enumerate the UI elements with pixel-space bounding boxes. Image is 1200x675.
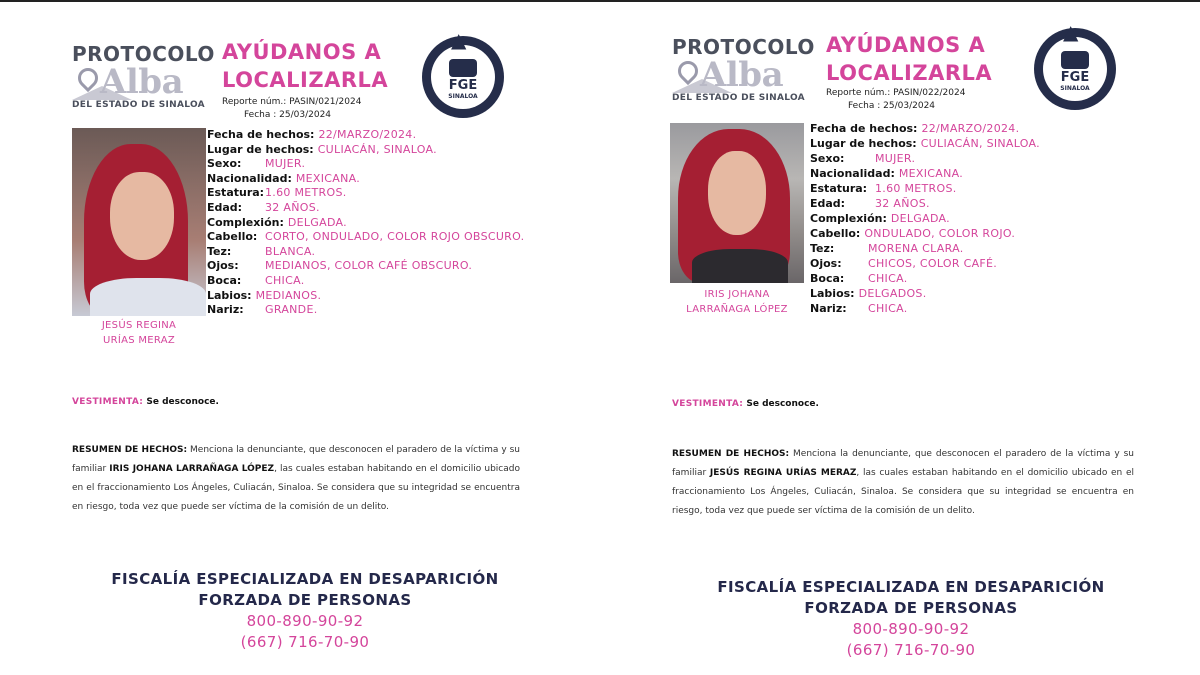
detail-row <box>207 201 524 216</box>
detail-value: 22/MARZO/2024. <box>318 128 417 141</box>
detail-label: Labios: <box>810 287 855 300</box>
detail-row <box>207 186 524 201</box>
detail-row <box>207 259 524 274</box>
logo-protocolo-text: PROTOCOLO <box>672 35 815 59</box>
detail-row <box>207 157 524 172</box>
detail-value: GRANDE. <box>265 303 318 317</box>
detail-row <box>810 121 1040 136</box>
logo-alba-text: Alba <box>700 55 784 95</box>
detail-label: Boca: <box>810 272 845 285</box>
phone-number[interactable]: (667) 716-70-90 <box>240 633 370 651</box>
detail-row <box>810 181 1040 196</box>
detail-label: Complexión: <box>810 212 887 225</box>
detail-value: 22/MARZO/2024. <box>921 122 1020 135</box>
detail-row <box>810 211 1040 226</box>
protocolo-alba-logo <box>672 35 815 103</box>
detail-value: MUJER. <box>875 152 916 165</box>
detail-value: MEXICANA. <box>295 171 361 185</box>
detail-value: DELGADA. <box>287 215 347 229</box>
detail-value: 32 AÑOS. <box>265 200 320 214</box>
contact-footer: FISCALÍA ESPECIALIZADA EN DESAPARICIÓN FORZADA DE PERSONAS 800-890-90-92 (667) 716-70-90 <box>100 569 510 653</box>
detail-label: Fecha de hechos: <box>810 122 918 135</box>
detail-row <box>810 301 1040 316</box>
detail-row <box>810 256 1040 271</box>
report-info <box>826 87 965 113</box>
detail-label: Estatura: <box>810 182 868 195</box>
detail-value: ONDULADO, COLOR ROJO. <box>864 227 1016 240</box>
detail-row <box>810 241 1040 256</box>
logo-alba-text: Alba <box>100 62 184 102</box>
details-list <box>207 128 524 318</box>
missing-person-photo <box>670 123 804 283</box>
details-list <box>810 121 1040 316</box>
person-name-caption: IRIS JOHANA LARRAÑAGA LÓPEZ <box>686 289 788 315</box>
poster-iris <box>600 0 1200 675</box>
detail-row <box>207 143 524 158</box>
person-name-caption: JESÚS REGINA URÍAS MERAZ <box>101 320 177 346</box>
fge-seal-icon: FGE SINALOA ▲ <box>422 36 504 118</box>
detail-label: Edad: <box>810 197 846 210</box>
detail-row <box>207 230 524 245</box>
detail-row <box>810 226 1040 241</box>
detail-value: MEDIANOS, COLOR CAFÉ OBSCURO. <box>265 259 473 273</box>
detail-row <box>810 136 1040 151</box>
logo-estado-text: DEL ESTADO DE SINALOA <box>72 100 205 110</box>
detail-value: 1.60 METROS. <box>875 182 957 195</box>
detail-value: 32 AÑOS. <box>875 197 930 210</box>
missing-person-photo <box>72 128 206 316</box>
detail-label: Tez: <box>810 242 835 255</box>
phone-number[interactable]: 800-890-90-92 <box>852 620 970 638</box>
detail-label: Cabello: <box>810 227 861 240</box>
detail-label: Nacionalidad: <box>207 171 292 185</box>
detail-label: Nacionalidad: <box>810 167 895 180</box>
detail-label: Ojos: <box>810 257 842 270</box>
detail-value: CHICA. <box>265 273 305 287</box>
detail-row <box>207 289 524 304</box>
report-number: Reporte núm.: PASIN/022/2024 <box>826 88 966 98</box>
resumen-de-hechos: RESUMEN DE HECHOS: Menciona la denunciante, que desconocen el paradero de la víctima y su familiar IRIS JOHANA LARRAÑAGA LÓPEZ, las cuales estaban habitando en el domicilio ubicado en el fraccionamiento Los Ángeles, Culiacán, Sinaloa. Se considera que su integridad se encuentra en riesgo, toda vez que puede ser víctima de la comisión de un delito. <box>72 445 520 512</box>
detail-label: Cabello: <box>207 230 258 244</box>
detail-value: CHICA. <box>868 272 908 285</box>
detail-value: MEDIANOS. <box>255 288 322 302</box>
detail-row <box>810 196 1040 211</box>
detail-label: Nariz: <box>207 303 244 317</box>
detail-row <box>207 172 524 187</box>
protocolo-alba-logo <box>72 42 215 110</box>
eagle-icon: ▲ <box>451 28 467 52</box>
detail-value: DELGADA. <box>890 212 950 225</box>
detail-label: Lugar de hechos: <box>207 142 314 156</box>
headline: AYÚDANOS A LOCALIZARLA <box>826 33 993 85</box>
logo-protocolo-text: PROTOCOLO <box>72 42 215 66</box>
detail-row <box>810 166 1040 181</box>
detail-value: CHICOS, COLOR CAFÉ. <box>868 257 998 270</box>
detail-value: CULIACÁN, SINALOA. <box>920 137 1040 150</box>
vestimenta: VESTIMENTA: Se desconoce. <box>672 399 819 409</box>
detail-row <box>207 128 524 143</box>
detail-label: Labios: <box>207 288 252 302</box>
detail-value: DELGADOS. <box>858 287 927 300</box>
detail-label: Sexo: <box>810 152 845 165</box>
detail-row <box>810 286 1040 301</box>
report-date: Fecha : 25/03/2024 <box>848 101 936 111</box>
detail-row <box>207 216 524 231</box>
detail-label: Fecha de hechos: <box>207 128 315 141</box>
phone-number[interactable]: 800-890-90-92 <box>246 612 364 630</box>
detail-label: Sexo: <box>207 157 242 171</box>
shield-icon <box>449 59 477 77</box>
detail-value: CULIACÁN, SINALOA. <box>317 142 437 156</box>
logo-estado-text: DEL ESTADO DE SINALOA <box>672 93 805 103</box>
detail-label: Tez: <box>207 244 232 258</box>
detail-label: Lugar de hechos: <box>810 137 917 150</box>
detail-value: CORTO, ONDULADO, COLOR ROJO OBSCURO. <box>265 230 525 244</box>
resumen-de-hechos: RESUMEN DE HECHOS: Menciona la denunciante, que desconocen el paradero de la víctima y su familiar JESÚS REGINA URÍAS MERAZ, las cuales estaban habitando en el domicilio ubicado en el fraccionamiento Los Ángeles, Culiacán, Sinaloa. Se considera que su integridad se encuentra en riesgo, toda vez que puede ser víctima de la comisión de un delito. <box>672 449 1134 516</box>
detail-label: Nariz: <box>810 302 847 315</box>
detail-value: MEXICANA. <box>898 167 964 180</box>
report-number: Reporte núm.: PASIN/021/2024 <box>222 97 362 107</box>
detail-label: Estatura: <box>207 186 265 200</box>
shield-icon <box>1061 51 1089 69</box>
detail-label: Complexión: <box>207 215 284 229</box>
headline: AYÚDANOS A LOCALIZARLA <box>222 40 389 92</box>
detail-label: Boca: <box>207 273 242 287</box>
detail-value: BLANCA. <box>265 244 316 258</box>
detail-value: 1.60 METROS. <box>265 186 347 200</box>
phone-number[interactable]: (667) 716-70-90 <box>846 641 976 659</box>
detail-row <box>207 274 524 289</box>
detail-row <box>810 151 1040 166</box>
fge-seal-icon: FGE SINALOA ▲ <box>1034 28 1116 110</box>
contact-footer: FISCALÍA ESPECIALIZADA EN DESAPARICIÓN FORZADA DE PERSONAS 800-890-90-92 (667) 716-70-90 <box>706 577 1116 661</box>
eagle-icon: ▲ <box>1063 20 1079 44</box>
report-date: Fecha : 25/03/2024 <box>244 110 332 120</box>
detail-value: CHICA. <box>868 302 908 315</box>
detail-value: MUJER. <box>265 157 306 171</box>
detail-row <box>810 271 1040 286</box>
detail-value: MORENA CLARA. <box>868 242 964 255</box>
detail-label: Edad: <box>207 200 243 214</box>
detail-row <box>207 303 524 318</box>
vestimenta: VESTIMENTA: Se desconoce. <box>72 397 219 407</box>
report-info <box>222 96 361 122</box>
detail-row <box>207 245 524 260</box>
detail-label: Ojos: <box>207 259 239 273</box>
